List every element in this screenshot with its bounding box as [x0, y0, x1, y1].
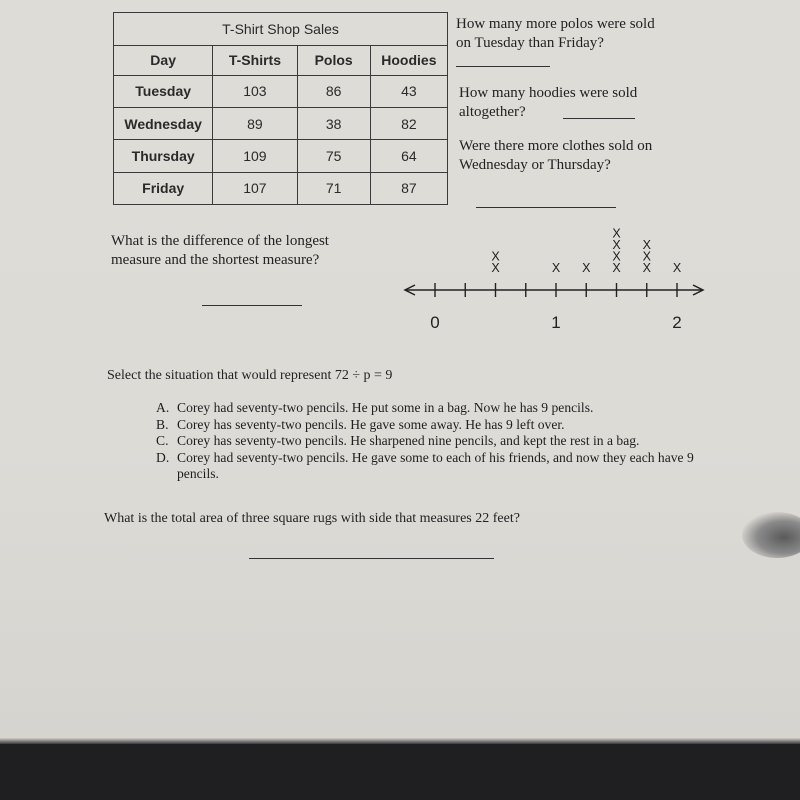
- answer-blank-hoodies[interactable]: [563, 118, 635, 119]
- cell-tshirts: 109: [213, 140, 297, 172]
- choice-letter: A.: [156, 400, 170, 415]
- table-row: [114, 75, 448, 107]
- choice-c[interactable]: [156, 433, 697, 450]
- tick-label: 1: [551, 313, 561, 332]
- choice-text: Corey has seventy-two pencils. He gave some away. He has 9 left over.: [177, 416, 565, 432]
- cell-hoodies: 82: [370, 107, 447, 139]
- tick-label: 2: [672, 313, 682, 332]
- answer-blank-clothes[interactable]: [476, 207, 616, 208]
- row-day: Friday: [114, 172, 213, 204]
- choice-b[interactable]: [156, 417, 697, 434]
- question-hoodies-line1: How many hoodies were sold: [459, 85, 638, 101]
- cell-tshirts: 103: [213, 75, 297, 107]
- data-point-mark: X: [642, 261, 651, 275]
- answer-blank-difference[interactable]: [202, 305, 302, 306]
- sales-table: [113, 12, 448, 205]
- question-hoodies: [459, 84, 759, 122]
- cell-hoodies: 43: [370, 75, 447, 107]
- question-polos-line1: How many more polos were sold: [456, 16, 655, 32]
- table-row: [114, 140, 448, 172]
- question-select: Select the situation that would represent 72 ÷ p = 9: [107, 368, 393, 383]
- question-hoodies-line2: altogether?: [459, 104, 526, 120]
- question-area: What is the total area of three square rugs with side that measures 22 feet?: [104, 511, 520, 526]
- data-point-mark: X: [672, 261, 682, 275]
- cell-polos: 38: [297, 107, 370, 139]
- header-tshirts: T-Shirts: [213, 46, 297, 75]
- line-plot: [395, 220, 715, 340]
- data-point-mark: X: [642, 249, 651, 264]
- choice-letter: C.: [156, 433, 169, 448]
- choice-letter: B.: [156, 416, 169, 432]
- answer-blank-polos[interactable]: [456, 66, 550, 67]
- paper-edge: [0, 738, 800, 744]
- choice-text: Corey had seventy-two pencils. He put some in a bag. Now he has 9 pencils.: [177, 400, 594, 415]
- data-point-mark: X: [491, 261, 500, 275]
- question-polos-line2: on Tuesday than Friday?: [456, 35, 604, 51]
- question-difference-line2: measure and the shortest measure?: [111, 252, 320, 268]
- data-point-mark: X: [582, 261, 591, 275]
- choice-text: Corey has seventy-two pencils. He sharpened nine pencils, and kept the rest in a bag.: [177, 433, 640, 448]
- table-header-row: [114, 46, 448, 75]
- row-day: Thursday: [114, 140, 213, 172]
- question-difference-line1: What is the difference of the longest: [111, 233, 329, 249]
- cell-hoodies: 87: [370, 172, 447, 204]
- row-day: Wednesday: [114, 107, 213, 139]
- row-day: Tuesday: [114, 75, 213, 107]
- data-point-mark: X: [612, 226, 621, 241]
- cell-tshirts: 89: [213, 107, 297, 139]
- tick-label: 0: [430, 313, 440, 332]
- answer-blank-area[interactable]: [249, 558, 494, 559]
- question-clothes-line2: Wednesday or Thursday?: [459, 157, 611, 173]
- table-title: T-Shirt Shop Sales: [114, 13, 448, 46]
- question-polos: [456, 15, 756, 53]
- answer-choices: [156, 400, 697, 483]
- data-point-mark: X: [612, 249, 621, 264]
- data-point-mark: X: [491, 249, 500, 264]
- cell-polos: 86: [297, 75, 370, 107]
- choice-letter: D.: [156, 449, 170, 465]
- header-hoodies: Hoodies: [370, 46, 447, 75]
- choice-a[interactable]: [156, 400, 697, 417]
- cell-polos: 75: [297, 140, 370, 172]
- choice-text: Corey had seventy-two pencils. He gave some to each of his friends, and now they each have 9 pencils.: [177, 449, 694, 481]
- cell-tshirts: 107: [213, 172, 297, 204]
- question-difference: [111, 232, 411, 270]
- cell-hoodies: 64: [370, 140, 447, 172]
- data-point-mark: X: [612, 238, 621, 252]
- header-day: Day: [114, 46, 213, 75]
- question-clothes-line1: Were there more clothes sold on: [459, 138, 653, 154]
- data-point-mark: X: [551, 261, 561, 275]
- header-polos: Polos: [297, 46, 370, 75]
- data-point-mark: X: [642, 238, 651, 252]
- cell-polos: 71: [297, 172, 370, 204]
- table-row: [114, 107, 448, 139]
- question-clothes: [459, 137, 759, 175]
- data-point-mark: X: [612, 261, 621, 275]
- table-row: [114, 172, 448, 204]
- choice-d[interactable]: [156, 450, 697, 483]
